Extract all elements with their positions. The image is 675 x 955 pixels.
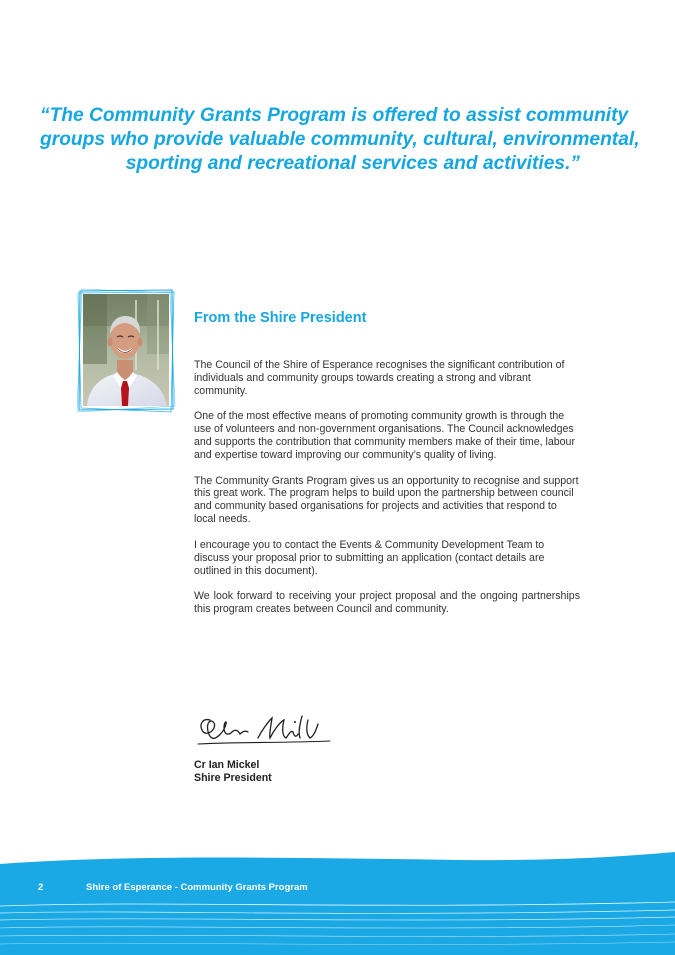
handwritten-signature [194,710,334,755]
quote-line-2: groups who provide valuable community, cultural, environmental, [40,129,640,150]
section-heading: From the Shire President [194,310,367,326]
quote-line-3: sporting and recreational services and activities.” [125,153,580,174]
footer-document-title: Shire of Esperance - Community Grants Program [86,882,308,893]
paragraph-1: The Council of the Shire of Esperance recognises the significant contribution of individuals and community groups towards creating a strong and vibrant community. [194,359,565,397]
paragraph-3: The Community Grants Program gives us an opportunity to recognise and support this great work. The program helps to build upon the partnership between council and community based organisations for projects and activities that respond to local needs. [194,474,579,526]
page-number: 2 [38,882,44,893]
president-photo [77,288,177,414]
paragraph-4: I encourage you to contact the Events & Community Development Team to discuss your proposal prior to submitting an application (contact details are outlined in this document). [194,538,545,577]
signer-title: Shire President [194,772,272,784]
footer-wave-band [0,840,675,955]
signer-block [194,759,272,785]
letter-body [194,359,580,628]
signer-name: Cr Ian Mickel [194,759,260,771]
paragraph-2: One of the most effective means of promoting community growth is through the use of volunteers and non-government organisations. The Council acknowledges and supports the contribution that community members make of their time, labour and expertise toward improving our community’s quality of living. [194,410,575,462]
paragraph-5: We look forward to receiving your project proposal and the ongoing partnerships this program creates between Council and community. [194,590,580,615]
quote-line-1: “The Community Grants Program is offered to assist community [40,105,629,126]
pull-quote [40,104,640,176]
